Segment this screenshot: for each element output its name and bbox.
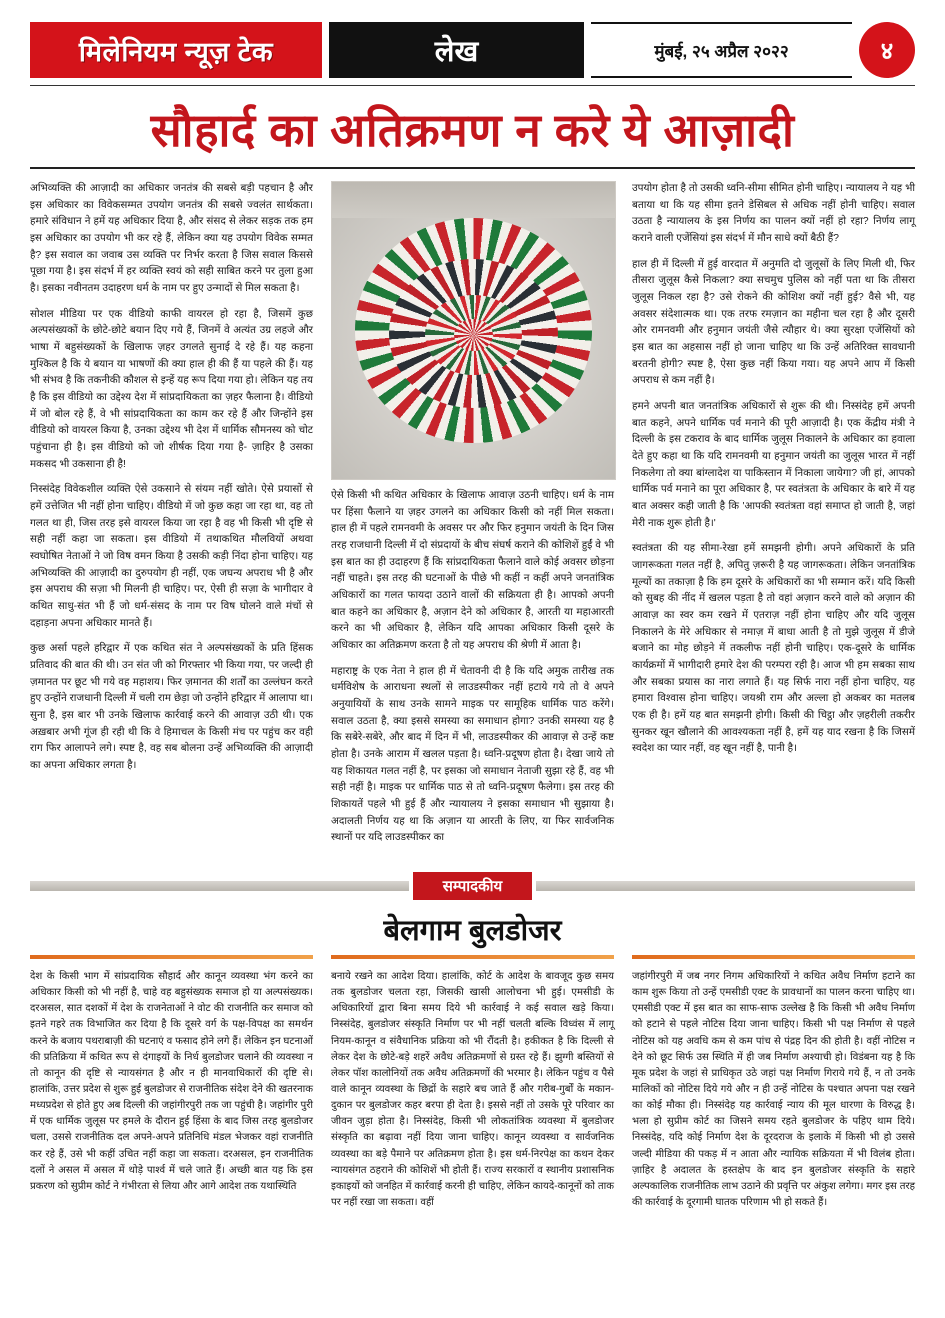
newspaper-page [0,22,945,1318]
editorial-divider-seg [331,955,614,959]
paragraph: हाल ही में दिल्ली में हुई वारदात में अनुमति दो जुलूसों के लिए मिली थी, फिर तीसरा जुलूस कैसे निकला? क्या सचमुच पुलिस को नहीं पता था कि तीसरा जुलूस निकल रहा है? उसे रोकने की कोशिश क्यों नहीं हुई? वैसे भी, यह अवसर संदेशात्मक था। एक तरफ रमज़ान का महीना चल रहा है और दूसरी ओर रामनवमी और हनुमान जयंती जैसे त्यौहार थे। क्या सुरक्षा एजेंसियों को इस बात का अहसास नहीं हो जाना चाहिए था कि उन्हें अतिरिक्त सावधानी बरतनी होगी? स्पष्ट है, ऐसा कुछ नहीं किया गया। यह अपने आप में किसी अपराध से कम नहीं है। [632,258,915,387]
page-number-badge: ४ [859,22,915,78]
article-headline: सौहार्द का अतिक्रमण न करे ये आज़ादी [150,104,795,156]
dateline: मुंबई, २५ अप्रैल २०२२ [591,22,852,78]
editorial-column-1 [30,969,313,1220]
article-column-2 [331,181,614,856]
paragraph: बनाये रखने का आदेश दिया। हालांकि, कोर्ट के आदेश के बावजूद कुछ समय तक बुलडोजर चलता रहा, जिसकी खासी आलोचना भी हुई। एमसीडी के अधिकारियों द्वारा बिना समय दिये भी कार्रवाई ने कई सवाल खड़े किया। निस्संदेह, बुलडोजर संस्कृति निर्माण पर भी नहीं चलती बल्कि विध्वंस में लागू नियम-कानून व संवैधानिक प्रक्रिया को भी रौंदती है। हकीकत है कि दिल्ली से लेकर देश के छोटे-बड़े शहरें अवैध अतिक्रमणों से ग्रस्त रहे हैं। झुग्गी बस्तियों से लेकर पॉश कालोनियों तक अवैध अतिक्रमणों की भरमार है। लेकिन पहुंच व पैसे वाले कानून व्यवस्था के छिद्रों के सहारे बच जाते हैं और गरीब-गुर्बों के मकान-दुकान पर बुलडोजर कहर बरपा ही देता है। इससे नहीं तो उसके पूरे परिवार का जीवन जुड़ा होता है। निस्संदेह, किसी भी लोकतांत्रिक व्यवस्था में बुलडोजर संस्कृति का बढ़ावा नहीं दिया जाना चाहिए। कानून व्यवस्था व सार्वजनिक व्यवस्था का बड़े पैमाने पर अतिक्रमण होता है। इस धर्म-निरपेक्ष का कथन देकर न्यायसंगत ठहराने की कोशिशें भी होती हैं। राज्य सरकारों व स्थानीय प्रशासनिक इकाइयों को जनहित में कार्रवाई करनी ही चाहिए, लेकिन कायदे-कानूनों को ताक पर नहीं रखा जा सकता। वहीं [331,971,614,1208]
paragraph: अभिव्यक्ति की आज़ादी का अधिकार जनतंत्र की सबसे बड़ी पहचान है और इस अधिकार का विवेकसम्मत उपयोग जनतंत्र की सबसे ज्वलंत सार्थकता। हमारे संविधान ने हमें यह अधिकार दिया है, और संसद से लेकर सड़क तक हम इस अधिकार का उपयोग भी कर रहे हैं, लेकिन क्या यह उपयोग विवेक सम्मत है? इस सवाल का जवाब उस व्यक्ति पर निर्भर करता है जिस सवाल किससे पूछा गया है। इस संदर्भ में हर व्यक्ति स्वयं को सही साबित करने पर तुला हुआ है। इसका नवीनतम उदाहरण धर्म के नाम पर हुए उन्मादों से मिल सकता है। [30,182,313,294]
editorial-band-left-rule [30,881,409,891]
editorial-body [30,969,915,1220]
paragraph: महाराष्ट्र के एक नेता ने हाल ही में चेतावनी दी है कि यदि अमुक तारीख तक धर्मविशेष के आराधना स्थलों से लाउडस्पीकर नहीं हटाये गये तो वे अपने अनुयायियों के साथ उनके सामने माइक पर सामूहिक धार्मिक पाठ करेंगे। सवाल उठता है, क्या इससे समस्या का समाधान होगा? उनकी समस्या यह है कि सबेरे-सबेरे, और बाद में दिन में भी, लाउडस्पीकर की आवाज़ से उन्हें कष्ट होता है। उनके आराम में खलल पड़ता है। ध्वनि-प्रदूषण होता है। देखा जाये तो यह शिकायत गलत नहीं है, पर इसका जो समाधान नेताजी सुझा रहे हैं, वह भी सही नहीं है। माइक पर धार्मिक पाठ से तो ध्वनि-प्रदूषण फैलेगा। इस तरह की शिकायतें पहले भी हुई हैं और न्यायालय ने इसका समाधान भी सुझाया है। अदालती निर्णय यह था कि अज़ान या आरती के लिए, या फिर सार्वजनिक स्थानों पर यदि लाउडस्पीकर का [331,665,614,844]
paragraph: सोशल मीडिया पर एक वीडियो काफी वायरल हो रहा है, जिसमें कुछ अल्पसंख्यकों के छोटे-छोटे बयान दिए गये हैं, जिनमें वे अत्यंत उग्र लहजे और भाषा में बहुसंख्यकों के खिलाफ ज़हर उगलते सुनाई दे रहे हैं। यह कहना मुश्किल है कि ये बयान या भाषणों की क्या हाल ही की हैं या पहले की हैं। यह भी संभव है कि तकनीकी कौशल से इन्हें यह रूप दिया गया हो। लेकिन यह तय है कि इस वीडियो का उद्देश्य देश में सांप्रदायिकता का ज़हर फैलाना है। वीडियो में जो बोल रहे हैं, वे भी सांप्रदायिकता का काम कर रहे हैं और जिन्होंने इस वीडियो को वायरल किया है, उनका उद्देश्य भी देश में धार्मिक सौमनस्य को चोट पहुंचाना ही है। इस वीडियो को जो शीर्षक दिया गया है- ज़ाहिर है उसका मकसद भी उकसाना ही है! [30,308,313,470]
paragraph: जहांगीरपुरी में जब नगर निगम अधिकारियों ने कथित अवैध निर्माण हटाने का काम शुरू किया तो उन्हें एमसीडी एक्ट के प्रावधानों का पालन करना चाहिए था। एमसीडी एक्ट में इस बात का साफ-साफ उल्लेख है कि किसी भी अवैध निर्माण को हटाने से पहले नोटिस दिया जाना चाहिए। किसी भी पक्ष निर्माण से पहले नोटिस को यह अवधि कम से कम पांच से पंद्रह दिन की होती है। वहीं नोटिस न देने को छूट सिर्फ उस स्थिति में ही जब निर्माण अश्याची हो। विडंबना यह है कि मूक प्रदेश के जहां से प्राधिकृत उठे जहां पक्ष निर्माण गिराये गये हैं, न तो उनके मालिकों को नोटिस दिये गये और न ही उन्हें नोटिस के पश्चात अपना पक्ष रखने का कोई मौका ही। निस्संदेह यह कार्रवाई न्याय की मूल धारणा के विरुद्ध है। भला हो सुप्रीम कोर्ट का जिसने समय रहते बुलडोजर के पहिए थाम दिये। निस्संदेह, यदि कोई निर्माण देश के दूरदराज के इलाके में किसी भी हो उससे जल्दी मीडिया की पकड़ में न आता और न्यायिक सक्रियता में भी विलंब होता। ज़ाहिर है अदालत के हस्तक्षेप के बाद इन बुलडोजर संस्कृति के सहारे अल्पकालिक राजनीतिक लाभ उठाने की प्रवृत्ति पर अंकुश लगेगा। मगर इस तरह की कार्रवाई के दूरगामी घातक परिणाम भी हो सकते हैं। [632,971,915,1208]
editorial-divider-seg [30,955,313,959]
paragraph: देश के किसी भाग में सांप्रदायिक सौहार्द और कानून व्यवस्था भंग करने का अधिकार किसी को भी नहीं है, चाहे वह बहुसंख्यक समाज हो या अल्पसंख्यक। दरअसल, सात दशकों में देश के राजनेताओं ने वोट की राजनीति कर समाज को इतने गहरे तक विभाजित कर दिया है कि दूसरे वर्ग के पक्ष-विपक्ष का समर्थन करने के बजाय पथराबाज़ी की घटनाएं व फसाद होने लगे हैं। लेकिन इन घटनाओं की प्रतिक्रिया में कथित रूप से दंगाइयों के निर्ध बुलडोजर चलाने की व्यवस्था न तो कानून की दृष्टि से न्यायसंगत है और न ही मानवाधिकारों की दृष्टि से। हालांकि, उत्तर प्रदेश से शुरू हुई बुलडोजर से राजनीतिक संदेश देने की खतरनाक मध्यप्रदेश से होते हुए अब दिल्ली की जहांगीरपुरी तक जा पहुंची है। जहांगीर पुरी में एक धार्मिक जुलूस पर हमले के दौरान हुई हिंसा के बाद जिस तरह बुलडोजर चला, उससे राजनीतिक दल अपने-अपने प्रतिनिधि मंडल भेजकर वहां राजनीति कर रहे हैं, उसे भी कहीं उचित नहीं कहा जा सकता। दरअसल, इन राजनीतिक दलों ने असल में असल में थोड़े पार्श्व में चले जाते हैं। अच्छी बात यह कि इस प्रकरण को सुप्रीम कोर्ट ने गंभीरता से लिया और आगे आदेश तक यथास्थिति [30,971,313,1192]
photo-background [332,182,615,218]
paragraph: हमने अपनी बात जनतांत्रिक अधिकारों से शुरू की थी। निस्संदेह हमें अपनी बात कहने, अपने धार्मिक पर्व मनाने की पूरी आज़ादी है। एक केंद्रीय मंत्री ने दिल्ली के इस टकराव के बाद धार्मिक जुलूस निकालने के अधिकार का हवाला देते हुए कहा था कि यदि रामनवमी या हनुमान जयंती का जुलूस भारत में नहीं निकलेगा तो क्या बांग्लादेश या पाकिस्तान में निकाला जायेगा? जी हां, आपको धार्मिक पर्व मनाने का पूरा अधिकार है, पर स्वतंत्रता के अधिकार के बारे में यह बात अक्सर कही जाती है कि 'आपकी स्वतंत्रता वहां समाप्त हो जाती है, जहां मेरी नाक शुरू होती है।' [632,400,915,529]
paragraph: निस्संदेह विवेकशील व्यक्ति ऐसे उकसाने से संयम नहीं खोते। ऐसे प्रयासों से हमें उत्तेजित भी नहीं होना चाहिए। वीडियो में जो कुछ कहा जा रहा था, वह तो गलत था ही, जिस तरह इसे वायरल किया जा रहा है वह भी किसी भी दृष्टि से सही नहीं कहा जा सकता। इस वीडियो में तथाकथित मौलवियों अथवा स्वघोषित नेताओं ने जो विष वमन किया है उसकी कड़ी निंदा होना चाहिए। यह अभिव्यक्ति की आज़ादी का दुरुपयोग ही नहीं, एक जघन्य अपराध भी है और इस अपराध की सज़ा भी मिलनी ही चाहिए। पर, ऐसी ही सज़ा के भागीदार वे कथित साधु-संत भी हैं जो धर्म-संसद के नाम पर विष घोलने वाले मंचों से दहाड़ना अपना अधिकार मानते हैं। [30,484,313,629]
paragraph: उपयोग होता है तो उसकी ध्वनि-सीमा सीमित होनी चाहिए। न्यायालय ने यह भी बताया था कि यह सीमा इतने डेसिबल से अधिक नहीं होनी चाहिए। सवाल उठता है न्यायालय के इस निर्णय का पालन क्यों नहीं हो रहा? निर्णय लागू कराने वाली एजेंसियां इस संदर्भ में मौन साधे क्यों बैठी हैं? [632,182,915,244]
photo-crowd-ring-inner [454,319,494,352]
newspaper-logo: मिलेनियम न्यूज़ टेक [30,22,322,78]
editorial-column-2 [331,969,614,1220]
paragraph: ऐसे किसी भी कथित अधिकार के खिलाफ आवाज़ उठनी चाहिए। धर्म के नाम पर हिंसा फैलाने या ज़हर उगलने का अधिकार किसी को नहीं मिल सकता। हाल ही में पहले रामनवमी के अवसर पर और फिर हनुमान जयंती के दिन जिस तरह राजधानी दिल्ली में दो संप्रदायों के बीच संघर्ष कराने की कोशिशें हुईं वे भी इस बात का ही उदाहरण हैं कि सांप्रदायिकता फैलाने वाले कोई अवसर छोड़ना नहीं चाहते। इस तरह की घटनाओं के पीछे भी कहीं न कहीं अपने जनतांत्रिक अधिकारों का गलत फायदा उठाने वालों की सक्रियता ही है। आपको अपनी बात कहने का अधिकार है, अज़ान देने को अधिकार है, आरती या महाआरती करने का भी अधिकार है, लेकिन यदि आपका अधिकार किसी दूसरे के अधिकार का अतिक्रमण करता है तो यह अपराध की श्रेणी में आता है। [331,489,614,651]
headline-divider [30,167,915,169]
article-photo [331,181,616,480]
editorial-column-3 [632,969,915,1220]
editorial-label: सम्पादकीय [413,872,532,900]
editorial-band-right-rule [536,881,915,891]
paragraph: स्वतंत्रता की यह सीमा-रेखा हमें समझनी होगी। अपने अधिकारों के प्रति जागरूकता गलत नहीं है, अपितु ज़रूरी है यह जागरूकता। लेकिन जनतांत्रिक मूल्यों का तकाज़ा है कि हम दूसरे के अधिकारों का भी सम्मान करें। यदि किसी को सुबह की नींद में खलल पड़ता है तो वहां अज़ान करने वाले को अज़ान की आवाज़ का स्वर कम रखने में एतराज़ नहीं होना चाहिए और यदि जुलूस निकालने के मेरे अधिकार से नमाज़ में बाधा आती है तो मुझे जुलूस में डीजे बजाने का मोह छोड़ने में तकलीफ नहीं होनी चाहिए। एक-दूसरे के धार्मिक कार्यक्रमों में भागीदारी हमारे देश की परम्परा रही है। आज भी हम सबका साथ और सबका प्रयास का नारा लगाते हैं। यह सिर्फ नारा नहीं होना चाहिए, यह हमारा विश्वास होना चाहिए। जयश्री राम और अल्ला हो अकबर का मतलब एक ही है। हमें यह बात समझनी होगी। किसी की चिट्ठा और ज़हरीली तकरीर सुनकर खून खौलाने की आवश्यकता नहीं है, हमें यह याद रखना है कि जिसमें स्वदेश का प्यार नहीं, वह खून नहीं है, पानी है। [632,543,915,755]
editorial-divider [30,955,915,959]
article-body [30,181,915,856]
paragraph: कुछ अर्सा पहले हरिद्वार में एक कथित संत ने अल्पसंख्यकों के प्रति हिंसक प्रतिवाद की बात की थी। उन संत जी को गिरफ्तार भी किया गया, पर जल्दी ही ज़मानत पर छूट भी गये वह महाशय। फिर ज़मानत की शर्तों का उल्लंघन करते हुए उन्होंने राजधानी दिल्ली में चली राम छेड़ा जो उन्होंने हरिद्वार में आलापा था। सुना है, इस बार भी उनके खिलाफ कार्रवाई करने की आवाज़ उठी थी। एक अख़बार अभी गूंज ही रही थी कि वे हिमाचल के किसी मंच पर पहुंच कर वही राग फिर आलापने लगे। स्पष्ट है, वह सब बोलना उन्हें अभिव्यक्ति की आज़ादी का अपना अधिकार लगता है। [30,643,313,772]
article-column-1 [30,181,313,856]
masthead [30,22,915,78]
editorial-divider-seg [632,955,915,959]
editorial-band [30,872,915,900]
section-title: लेख [329,22,584,78]
masthead-divider [30,85,915,86]
editorial-headline: बेलगाम बुलडोजर [383,915,562,947]
article-column-3 [632,181,915,856]
